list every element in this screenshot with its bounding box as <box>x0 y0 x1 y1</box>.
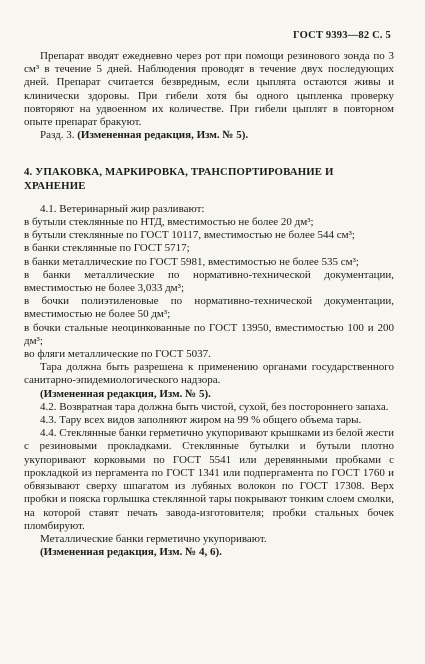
paragraph-4-3: 4.3. Тару всех видов заполняют жиром на 99 % общего объема тары. <box>40 414 362 427</box>
note-prefix: Разд. 3. <box>40 129 75 142</box>
paragraph-tara: Тара должна быть разрешена к применению органами государственного санитарно-эпидемиологического надзора. <box>24 361 394 387</box>
running-header: ГОСТ 9393—82 С. 5 <box>292 30 391 41</box>
list-item-d: в банки металлические по ГОСТ 5981, вместимостью не более 535 см³; <box>24 255 359 268</box>
list-item-c: в банки стеклянные по ГОСТ 5717; <box>24 242 190 255</box>
paragraph-4-1: 4.1. Ветеринарный жир разливают: <box>40 202 205 215</box>
paragraph-4-2: 4.2. Возвратная тара должна быть чистой, сухой, без постороннего запаха. <box>40 400 389 413</box>
amendment-note-section3 <box>24 129 394 142</box>
paragraph-4-4: 4.4. Стеклянные банки герметично укупоривают крышками из белой жести с резиновыми прокладками. Стеклянные бутылки и бутыли плотно укупоривают корковыми по ГОСТ 5541 или деревянными пробками с прокладкой из пергамента по ГОСТ 1341 или подпергамента по ГОСТ 1760 и обвязывают сверху шпагатом из лубяных волокон по ГОСТ 17308. Верх пробки и пояска горлышка стеклянной тары покрывают тонким слоем смолки, на которой ставят печать завода-изготовителя; пробки стальных бочек пломбируют. <box>24 427 394 532</box>
paragraph-safety-test: Препарат вводят ежедневно через рот при помощи резинового зонда по 3 см³ в течение 5 дней. Наблюдения проводят в течение двух последующих дней. Препарат считается безвредным, если цыплята остаются живы и клинически здоровы. При гибели хотя бы одного цыпленка проверку повторяют на удвоенном их количестве. При гибели цыплят в повторном опыте препарат бракуют. <box>24 50 394 129</box>
list-item-e: в банки металлические по нормативно-технической документации, вместимостью не более 3,033 дм³; <box>24 268 394 295</box>
document-body <box>24 50 394 559</box>
amendment-note-2: (Измененная редакция, Изм. № 4, 6). <box>40 546 222 559</box>
list-item-a: в бутыли стеклянные по НТД, вместимостью не более 20 дм³; <box>24 216 314 229</box>
list-item-g: в бочки стальные неоцинкованные по ГОСТ 13950, вместимостью 100 и 200 дм³; <box>24 321 394 347</box>
list-item-f: в бочки полиэтиленовые по нормативно-технической документации, вместимостью не более 50 дм³; <box>24 295 394 321</box>
section-heading: 4. УПАКОВКА, МАРКИРОВКА, ТРАНСПОРТИРОВАНИЕ И ХРАНЕНИЕ <box>24 166 334 192</box>
paragraph-metal-cans: Металлические банки герметично укупоривают. <box>40 532 267 545</box>
list-item-b: в бутыли стеклянные по ГОСТ 10117, вместимостью не более 544 см³; <box>24 229 355 242</box>
amendment-note-1: (Измененная редакция, Изм. № 5). <box>40 387 211 400</box>
list-item-h: во фляги металлические по ГОСТ 5037. <box>24 348 211 361</box>
note-text: (Измененная редакция, Изм. № 5). <box>77 129 249 142</box>
